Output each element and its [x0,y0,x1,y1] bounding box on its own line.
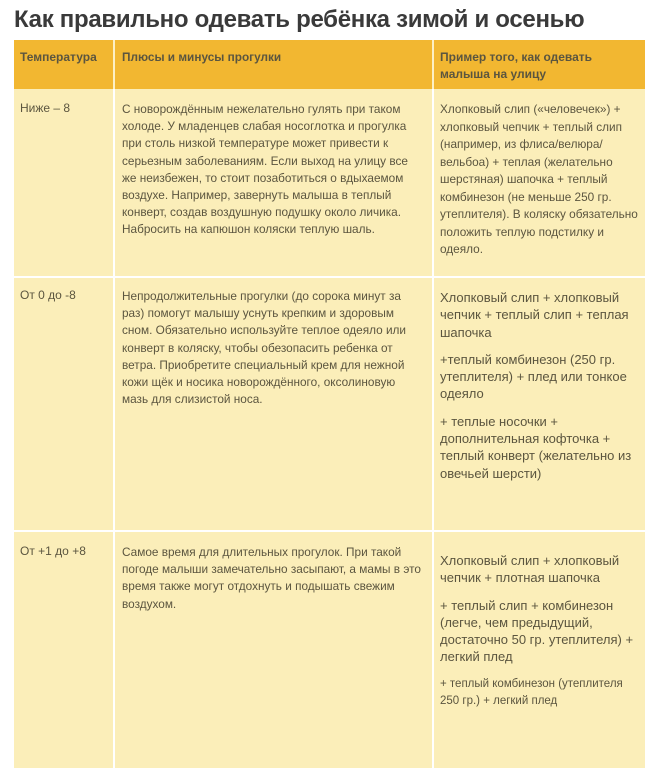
pros-cons-cell: Самое время для длительных прогулок. При такой погоде малыши замечательно засыпают, а мамы в это время также могут отдохнуть и подышать свежим воздухом. [114,531,433,768]
table-row [14,89,645,277]
pros-cons-cell: Непродолжительные прогулки (до сорока минут за раз) помогут малышу уснуть крепким и здоровым сном. Обязательно используйте теплое одеяло или конверт в коляску, чтобы обезопасить ребенка от ветра. Приобретите специальный крем для нежной кожи щёк и носика новорождённого, оксолиновую мазь для слизистой носа. [114,277,433,531]
header-temperature: Температура [14,40,114,89]
clothing-paragraph: Хлопковый слип + хлопковый чепчик + плотная шапочка [440,553,620,586]
table-row [14,531,645,768]
header-clothing: Пример того, как одевать малыша на улицу [433,40,645,89]
clothing-paragraph: + теплый слип + комбинезон (легче, чем предыдущий, достаточно 50 гр. утеплителя) + легкий плед [440,597,634,665]
page-title: Как правильно одевать ребёнка зимой и осенью [14,6,585,33]
clothing-paragraph: Хлопковый слип + хлопковый чепчик + теплый слип + теплая шапочка [440,290,629,340]
clothing-paragraph: +теплый комбинезон (250 гр. утеплителя) + плед или тонкое одеяло [440,351,627,402]
temperature-cell: От 0 до -8 [14,277,114,531]
clothing-table [14,40,645,768]
pros-cons-cell: С новорождённым нежелательно гулять при таком холоде. У младенцев слабая носоглотка и прогулка при столь низкой температуре может привести к серьезным заболеваниям. Если выход на улицу все же неизбежен, то стоит позаботиться о вдыхаемом воздухе. Например, завернуть малыша в теплый конверт, создав воздушную подушку около личика. Набросить на капюшон коляски теплую шаль. [114,89,433,277]
clothing-paragraph: + теплый комбинезон (утеплителя 250 гр.) + легкий плед [440,677,623,707]
clothing-cell [433,531,645,768]
table-header-row [14,40,645,89]
header-pros-cons: Плюсы и минусы прогулки [114,40,433,89]
clothing-cell [433,89,645,277]
clothing-paragraph: + теплые носочки + дополнительная кофточка + теплый конверт (желательно из овечьей шерсти) [440,413,632,481]
clothing-paragraph: Хлопковый слип («человечек») + хлопковый чепчик + теплый слип (например, из флиса/велюра/вельбоа) + теплая (желательно шерстяная) шапочка + теплый комбинезон (не меньше 250 гр. утеплителя). В коляску обязательно положить теплую подстилку и одеяло. [440,102,638,256]
temperature-cell: Ниже – 8 [14,89,114,277]
clothing-cell [433,277,645,531]
temperature-cell: От +1 до +8 [14,531,114,768]
table-row [14,277,645,531]
